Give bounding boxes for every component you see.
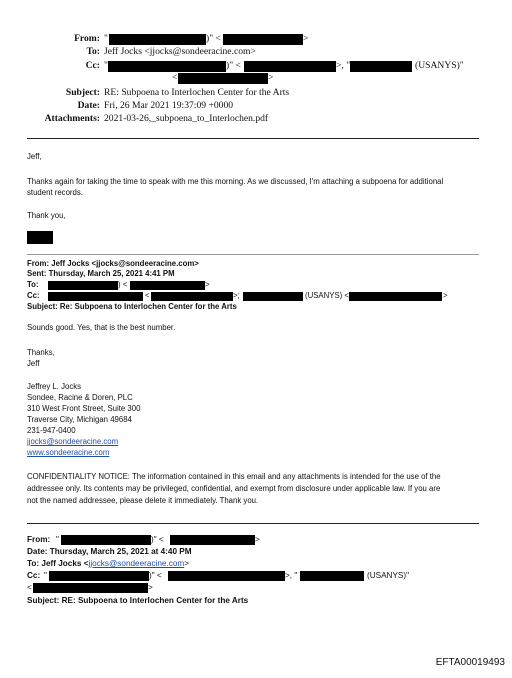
redaction (130, 281, 205, 290)
msg2-cc-label: Cc: (27, 291, 40, 300)
msg2-to-label: To: (27, 280, 39, 289)
msg3-cc2-open: < (27, 583, 32, 592)
body-line: student records. (27, 188, 83, 197)
to-label: To: (86, 46, 100, 57)
redaction (48, 292, 143, 301)
msg3-cc-mid: )" < (149, 571, 162, 580)
cc-mid2: >, " (336, 60, 351, 71)
signature-name: Jeffrey L. Jocks (27, 382, 82, 391)
msg2-sent: Sent: Thursday, March 25, 2021 4:41 PM (27, 269, 175, 278)
redaction (61, 535, 151, 545)
msg3-cc2-close: > (148, 583, 153, 592)
redaction (48, 281, 118, 290)
date-label: Date: (77, 100, 100, 111)
confidentiality-line: addressee only. Its contents may be privileged, confidential, and exempt from disclosure under applicable law. If you are (27, 484, 441, 493)
cc-quote: " (104, 60, 108, 71)
msg3-to-prefix: To: Jeff Jocks < (27, 559, 89, 568)
confidentiality-line: CONFIDENTIALITY NOTICE: The information contained in this email and any attachments is intended for the use of the (27, 472, 441, 481)
redaction (170, 535, 255, 545)
msg3-to-suffix: > (184, 559, 189, 568)
msg3-to-email-link[interactable]: jjocks@sondeeracine.com (88, 559, 185, 568)
msg2-to-mid: ) < (118, 280, 128, 289)
redaction (49, 571, 149, 581)
redaction (243, 292, 303, 301)
redaction (109, 34, 206, 45)
msg2-to-end: > (205, 280, 210, 289)
from-end: > (303, 33, 309, 44)
cc-line2-close: > (268, 72, 274, 83)
message-divider (27, 523, 479, 524)
header-divider (27, 138, 479, 139)
message-divider (27, 254, 479, 255)
cc-label: Cc: (85, 60, 100, 71)
msg2-from: From: Jeff Jocks <jjocks@sondeeracine.com> (27, 259, 199, 268)
msg3-from-mid: )" < (151, 535, 164, 544)
msg3-to (27, 558, 189, 569)
redaction (178, 73, 268, 84)
cc-tail: (USANYS)" (415, 60, 464, 71)
msg3-cc-tail: (USANYS)" (367, 571, 410, 580)
msg2-cc-semi: >; (233, 291, 240, 300)
msg3-from-end: > (255, 535, 260, 544)
redaction (349, 292, 442, 301)
msg2-name: Jeff (27, 359, 40, 368)
redaction (223, 34, 303, 45)
msg3-cc-label: Cc: (27, 571, 41, 580)
redaction (244, 61, 336, 72)
subject-label: Subject: (65, 87, 100, 98)
document-id: EFTA00019493 (435, 657, 505, 668)
msg2-thanks: Thanks, (27, 348, 55, 357)
confidentiality-line: not the named addressee, please delete it immediately. Thank you. (27, 496, 259, 505)
signature-city: Traverse City, Michigan 49684 (27, 415, 132, 424)
signature-street: 310 West Front Street, Suite 300 (27, 404, 141, 413)
cc-line2-open: < (172, 72, 178, 83)
from-mid: )" < (206, 33, 221, 44)
redaction (300, 571, 364, 581)
greeting: Jeff, (27, 152, 42, 161)
signature-redaction (27, 231, 53, 244)
msg2-reply: Sounds good. Yes, that is the best number. (27, 323, 176, 332)
to-value: Jeff Jocks <jjocks@sondeeracine.com> (104, 46, 256, 57)
signature-firm: Sondee, Racine & Doren, PLC (27, 393, 133, 402)
msg3-from-label: From: (27, 535, 51, 544)
redaction (350, 61, 412, 72)
redaction (108, 61, 226, 72)
redaction (151, 292, 233, 301)
msg2-cc-end: > (443, 291, 448, 300)
closing: Thank you, (27, 211, 66, 220)
msg2-cc-mid: < (145, 291, 150, 300)
msg2-cc-usanys: (USANYS) < (305, 291, 349, 300)
redaction (168, 571, 285, 581)
msg3-date: Date: Thursday, March 25, 2021 at 4:40 PM (27, 547, 192, 556)
attachments-value: 2021-03-26,_subpoena_to_Interlochen.pdf (104, 113, 269, 124)
date-value: Fri, 26 Mar 2021 19:37:09 +0000 (104, 100, 234, 111)
signature-website-link[interactable]: www.sondeeracine.com (27, 448, 110, 457)
from-label: From: (74, 33, 100, 44)
body-line: Thanks again for taking the time to speak with me this morning. As we discussed, I'm attaching a subpoena for additional (27, 177, 444, 186)
msg3-subject: Subject: RE: Subpoena to Interlochen Center for the Arts (27, 596, 249, 605)
msg3-from-open: " (56, 535, 59, 544)
msg3-cc-open: " (44, 571, 47, 580)
cc-mid: )" < (226, 60, 241, 71)
from-quote: " (104, 33, 108, 44)
msg3-cc-mid2: >, " (285, 571, 298, 580)
signature-email-link[interactable]: jjocks@sondeeracine.com (27, 437, 119, 446)
redaction (33, 583, 148, 593)
subject-value: RE: Subpoena to Interlochen Center for the Arts (104, 87, 290, 98)
attachments-label: Attachments: (44, 113, 100, 124)
msg2-subject: Subject: Re: Subpoena to Interlochen Center for the Arts (27, 302, 237, 311)
signature-phone: 231-947-0400 (27, 426, 76, 435)
